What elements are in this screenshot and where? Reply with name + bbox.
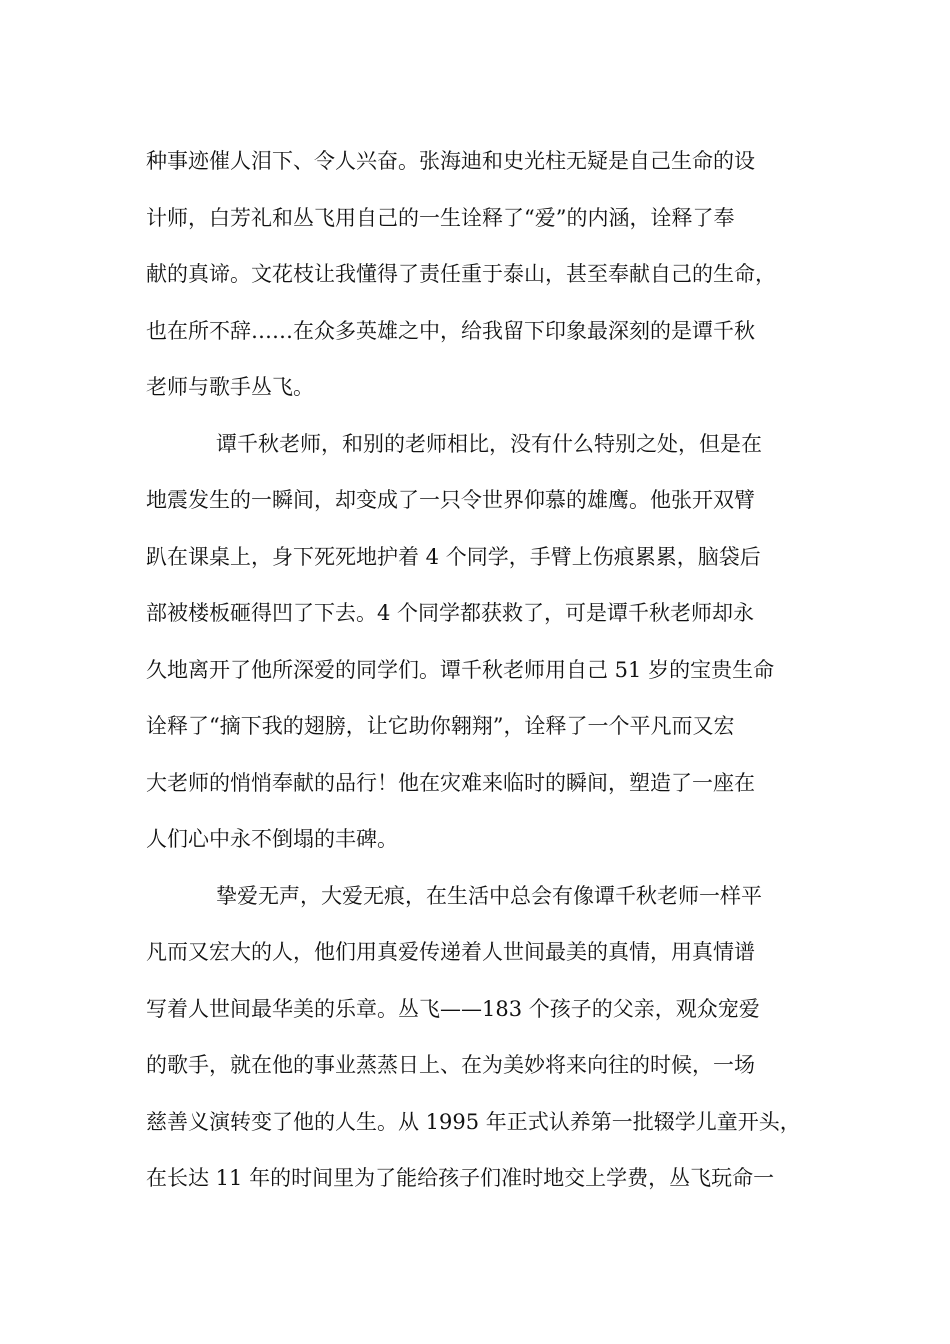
paragraph-1 (146, 133, 826, 416)
text-line: 凡而又宏大的人，他们用真爱传递着人世间最美的真情，用真情谱 (146, 940, 755, 964)
text-line: 老师与歌手丛飞。 (146, 375, 314, 399)
text-line: 写着人世间最华美的乐章。丛飞——183 个孩子的父亲，观众宠爱 (146, 996, 760, 1021)
paragraph-2 (146, 416, 826, 868)
text-line: 诠释了“摘下我的翅膀，让它助你翱翔”，诠释了一个平凡而又宏 (146, 714, 735, 738)
text-line: 慈善义演转变了他的人生。从 1995 年正式认养第一批辍学儿童开头， (146, 1109, 801, 1134)
paragraph-3 (146, 868, 826, 1207)
text-line: 挚爱无声，大爱无痕，在生活中总会有像谭千秋老师一样平 (216, 883, 762, 908)
text-line: 计师，白芳礼和丛飞用自己的一生诠释了“爱”的内涵，诠释了奉 (146, 205, 735, 230)
text-line: 种事迹催人泪下、令人兴奋。张海迪和史光柱无疑是自己生命的设 (146, 149, 755, 173)
text-line: 部被楼板砸得凹了下去。4 个同学都获救了，可是谭千秋老师却永 (146, 601, 755, 625)
text-line: 大老师的悄悄奉献的品行！他在灾难来临时的瞬间，塑造了一座在 (146, 770, 755, 795)
text-line: 在长达 11 年的时间里为了能给孩子们准时地交上学费，丛飞玩命一 (146, 1166, 775, 1190)
text-line: 久地离开了他所深爱的同学们。谭千秋老师用自己 51 岁的宝贵生命 (146, 657, 775, 682)
body-text (146, 133, 826, 1207)
text-line: 趴在课桌上，身下死死地护着 4 个同学，手臂上伤痕累累，脑袋后 (146, 544, 761, 569)
text-line: 谭千秋老师，和别的老师相比，没有什么特别之处，但是在 (216, 431, 762, 456)
text-line: 人们心中永不倒塌的丰碑。 (146, 827, 398, 851)
text-line: 的歌手，就在他的事业蒸蒸日上、在为美妙将来向往的时候，一场 (146, 1053, 755, 1077)
text-line: 也在所不辞……在众多英雄之中，给我留下印象最深刻的是谭千秋 (146, 318, 755, 343)
text-line: 献的真谛。文花枝让我懂得了责任重于泰山，甚至奉献自己的生命， (146, 262, 776, 286)
text-line: 地震发生的一瞬间，却变成了一只令世界仰慕的雄鹰。他张开双臂 (146, 488, 755, 512)
